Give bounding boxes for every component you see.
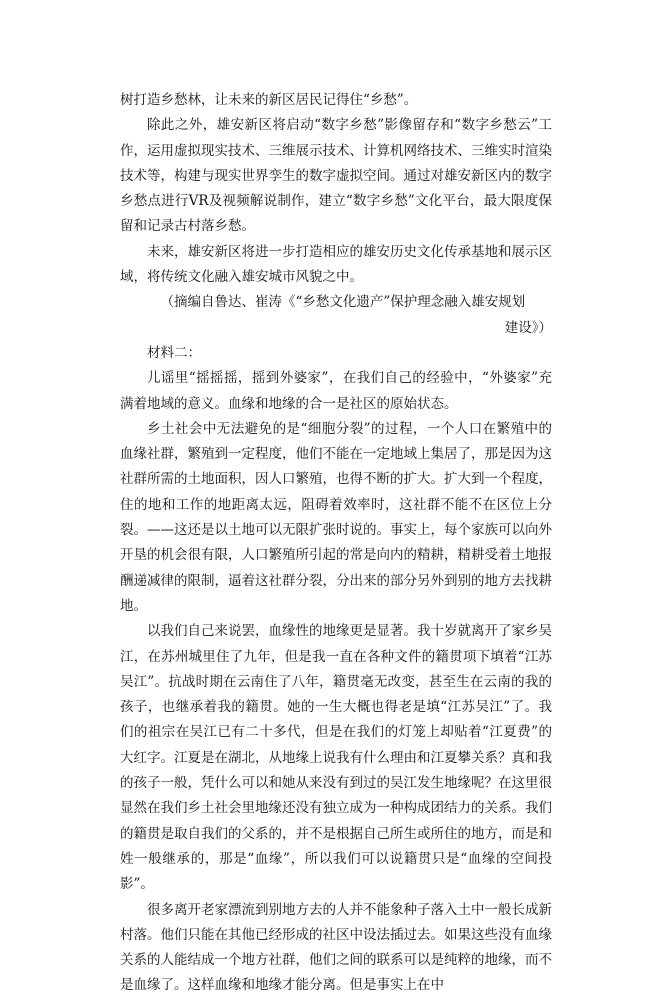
paragraph-3: 未来，雄安新区将进一步打造相应的雄安历史文化传承基地和展示区域，将传统文化融入雄安城市风貌之中。 — [120, 243, 552, 286]
paragraph-2: 除此之外，雄安新区将启动“数字乡愁”影像留存和“数字乡愁云”工作，运用虚拟现实技术、三维展示技术、计算机网络技术、三维实时渲染技术等，构建与现实世界孪生的数字虚拟空间。通过对雄安新区内的数字乡愁点进行VR及视频解说制作，建立“数字乡愁”文化平台，最大限度保留和记录古村落乡愁。 — [120, 117, 552, 235]
material-paragraph-3: 以我们自己来说罢，血缘性的地缘更是显著。我十岁就离开了家乡吴江，在苏州城里住了九年，但是我一直在各种文件的籍贯项下填着“江苏吴江”。抗战时期在云南住了八年，籍贯毫无改变，甚至生在云南的我的孩子，也继承着我的籍贯。她的一生大概也得老是填“江苏吴江”了。我们的祖宗在吴江已有二十多代，但是在我们的灯笼上却贴着“江夏费”的大红字。江夏是在湖北，从地缘上说我有什么理由和江夏攀关系？真和我的孩子一般，凭什么可以和她从来没有到过的吴江发生地缘呢？在这里很显然在我们乡土社会里地缘还没有独立成为一种构成团结力的关系。我们的籍贯是取自我们的父系的，并不是根据自己所生或所住的地方，而是和姓一般继承的，那是“血缘”，所以我们可以说籍贯只是“血缘的空间投影”。 — [120, 623, 552, 893]
material-paragraph-1: 儿谣里“摇摇摇，摇到外婆家”，在我们自己的经验中，“外婆家”充满着地域的意义。血缘和地缘的合一是社区的原始状态。 — [120, 370, 552, 412]
material-paragraph-2: 乡土社会中无法避免的是“细胞分裂”的过程，一个人口在繁殖中的血缘社群，繁殖到一定程度，他们不能在一定地域上集居了，那是因为这社群所需的土地面积，因人口繁殖，也得不断的扩大。扩大到一个程度，住的地和工作的地距离太远，阻碍着效率时，这社群不能不在区位上分裂。——这还是以土地可以无限扩张时说的。事实上，每个家族可以向外开垦的机会很有限，人口繁殖所引起的常是向内的精耕，精耕受着土地报酬递减律的限制，逼着这社群分裂，分出来的部分另外到别的地方去找耕地。 — [120, 420, 552, 614]
document-body — [120, 88, 552, 999]
source-citation-line-2: 建设》） — [504, 319, 552, 336]
material-two-heading: 材料二： — [147, 344, 201, 361]
material-paragraph-4: 很多离开老家漂流到别地方去的人并不能象种子落入土中一般长成新村落。他们只能在其他已经形成的社区中设法插过去。如果这些没有血缘关系的人能结成一个地方社群，他们之间的联系可以是纯粹的地缘，而不是血缘了。这样血缘和地缘才能分离。但是事实上在中 — [120, 901, 552, 994]
source-citation-line-1: （摘编自鲁达、崔涛《“乡愁文化遗产”保护理念融入雄安规划 — [160, 294, 526, 311]
paragraph-1: 树打造乡愁林，让未来的新区居民记得住“乡愁”。 — [120, 92, 418, 108]
